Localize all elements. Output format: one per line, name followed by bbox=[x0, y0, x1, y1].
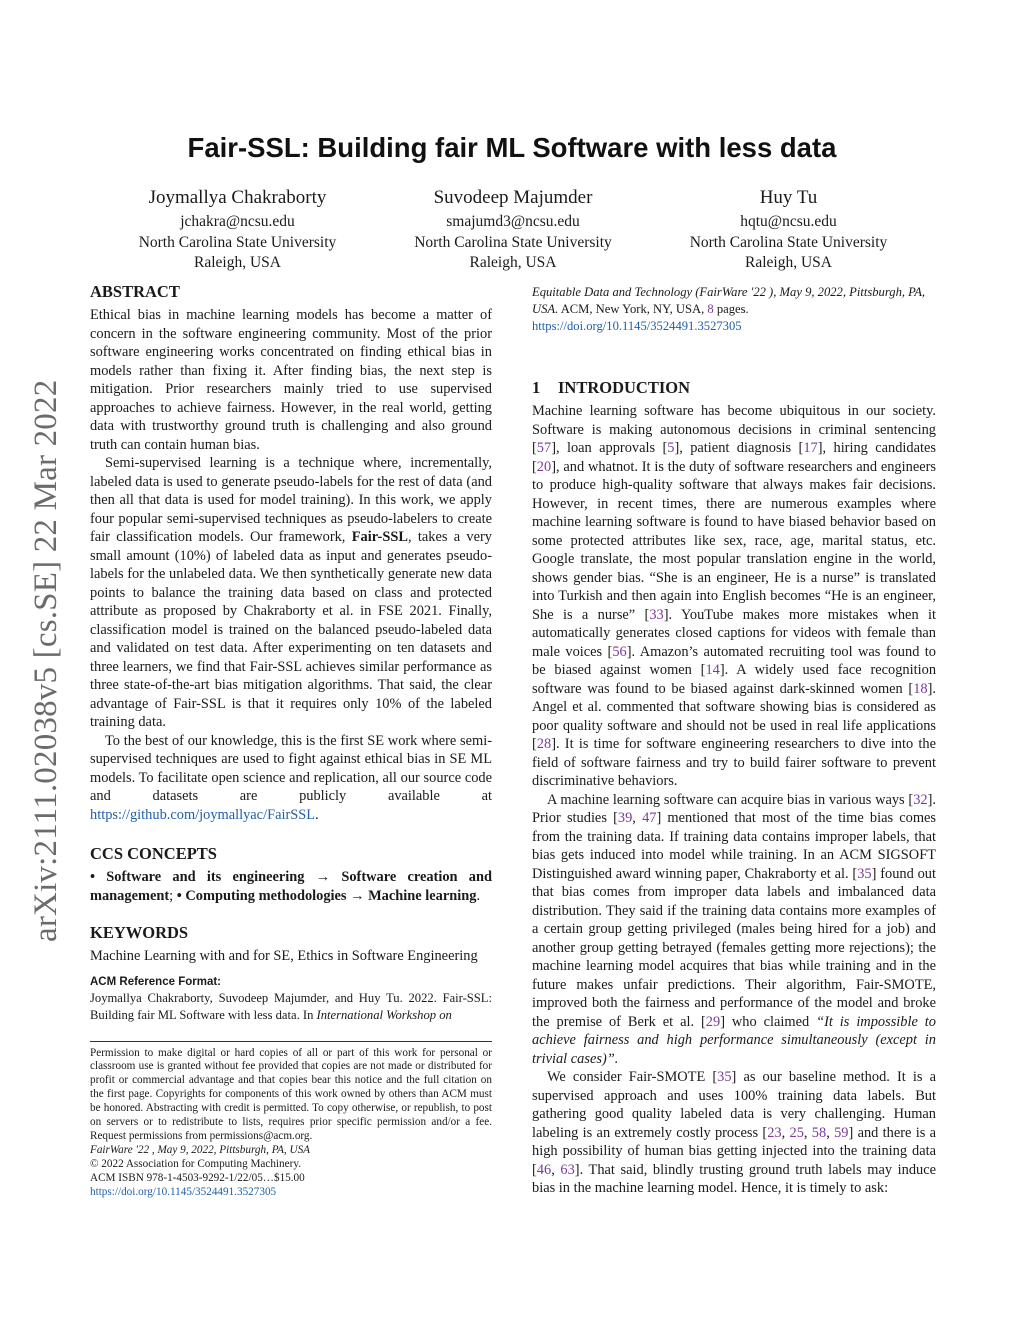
intro-heading bbox=[532, 378, 936, 398]
intro-paragraph-1 bbox=[532, 402, 936, 791]
permission-notice: Permission to make digital or hard copies of all or part of this work for personal or classroom use is granted without fee provided that copies are not made or distributed for profit or commercial advantage and that copies bear this notice and the full citation on the first page. Copyrights for components of this work owned by others than ACM must be honored. Abstracting with credit is permitted. To copy otherwise, or republish, to post on servers or to redistribute to lists, requires prior specific permission and/or a fee. Request permissions from permissions@acm.org. bbox=[90, 1046, 492, 1142]
copyright-block bbox=[90, 1047, 492, 1200]
intro-text: ], hiring candidates [ bbox=[532, 440, 936, 475]
acm-reference-venue-start: International Workshop on bbox=[316, 1007, 452, 1022]
author-name: Huy Tu bbox=[759, 187, 818, 208]
citation-link[interactable]: 33 bbox=[649, 606, 664, 623]
paper-title: Fair-SSL: Building fair ML Software with less data bbox=[187, 132, 837, 163]
abstract-text: To the best of our knowledge, this is the first SE work where semi-supervised techniques are used to fight against ethical bias in SE ML models. To facilitate open science and replication, all our source code and datasets are publicly available at bbox=[90, 732, 492, 804]
acm-reference-publisher: ACM, New York, NY, USA, bbox=[558, 302, 708, 316]
author-affiliation: North Carolina State University bbox=[689, 233, 888, 251]
author-affiliation: North Carolina State University bbox=[138, 233, 337, 251]
acm-reference-continued bbox=[532, 284, 936, 335]
author-affiliation: North Carolina State University bbox=[414, 233, 612, 251]
intro-text: ]. Amazon’s automated recruiting tool was found to be biased against women [ bbox=[532, 643, 937, 678]
author-email: smajumd3@ncsu.edu bbox=[446, 213, 580, 230]
abstract-paragraph-1: Ethical bias in machine learning models has become a matter of concern in the software engineering community. Most of the prior software engineering works concentrated on finding ethical bias in models rather than fixing it. After finding bias, the next step is mitigation. Prior researchers mainly tried to use supervised approaches to achieve fairness. However, in the real world, getting data with trustworthy ground truth is challenging and also ground truth can contain human bias. bbox=[90, 307, 492, 453]
author-block bbox=[100, 186, 926, 274]
citation-link[interactable]: 47 bbox=[642, 810, 657, 826]
citation-link[interactable]: 14 bbox=[705, 662, 720, 678]
keywords-text: Machine Learning with and for SE, Ethics in Software Engineering bbox=[90, 948, 478, 964]
author-location: Raleigh, USA bbox=[194, 254, 281, 271]
acm-reference-citation: Joymallya Chakraborty, Suvodeep Majumder, and Huy Tu. 2022. Fair-SSL: Building fair ML Software with less data. In bbox=[90, 990, 492, 1022]
conference-line bbox=[90, 1144, 492, 1158]
citation-link[interactable]: 39 bbox=[617, 810, 633, 826]
intro-text: ] mentioned that most of the time bias comes from the training data. If training data contains improper labels, that bias gets induced into model while training. In an ACM SIGSOFT Distinguished award winning paper, Chakraborty et al. [ bbox=[532, 810, 936, 882]
intro-text: ] who claimed bbox=[720, 1013, 817, 1030]
github-link[interactable]: https://github.com/joymallyac/FairSSL bbox=[90, 806, 316, 823]
intro-text: Machine learning software has become ubiquitous in our society. Software is making autonomous decisions in criminal sentencing [ bbox=[532, 403, 936, 456]
intro-text: ]. A widely used face recognition software was found to be biased against dark-skinned women [ bbox=[532, 662, 937, 697]
author-name: Suvodeep Majumder bbox=[433, 187, 593, 208]
author-1 bbox=[100, 186, 375, 274]
author-location: Raleigh, USA bbox=[469, 254, 557, 271]
author-name: Joymallya Chakraborty bbox=[148, 187, 327, 208]
left-column bbox=[90, 282, 492, 1199]
acm-doi-link[interactable]: https://doi.org/10.1145/3524491.3527305 bbox=[532, 319, 742, 333]
ccs-item: Software and its engineering → Software creation and management bbox=[90, 869, 492, 904]
section-number: 1 bbox=[532, 378, 541, 397]
keywords-heading: KEYWORDS bbox=[90, 923, 189, 942]
ccs-separator: ; bbox=[169, 887, 177, 904]
abstract-text: , takes a very small amount (10%) of labeled data as input and generates pseudo-labels for the unlabeled data. We then synthetically generate new data points to balance the training data based on class and protected attribute as proposed by Chakraborty et al. in FSE 2021. Finally, classification model is trained on the balanced pseudo-labeled data and validated on test data. After experimenting on ten datasets and three learners, we find that Fair-SSL achieves similar performance as three state-of-the-art bias mitigation algorithms. That said, the clear advantage of Fair-SSL is that it requires only 10% of the labeled training data. bbox=[90, 529, 493, 730]
citation-link[interactable]: 29 bbox=[705, 1013, 721, 1030]
right-column bbox=[532, 284, 936, 1198]
doi-link[interactable]: https://doi.org/10.1145/3524491.3527305 bbox=[90, 1185, 277, 1198]
acm-reference-text bbox=[90, 990, 492, 1024]
citation-link[interactable]: 57 bbox=[536, 440, 552, 456]
framework-name: Fair-SSL bbox=[351, 529, 408, 545]
citation-link[interactable]: 25 bbox=[789, 1124, 804, 1141]
ccs-bullet: • bbox=[176, 887, 182, 904]
acm-reference-venue: Equitable Data and Technology (FairWare '22 ), May 9, 2022, Pittsburgh, PA, USA. bbox=[532, 285, 926, 316]
intro-paragraph-3 bbox=[532, 1068, 936, 1198]
section-title: INTRODUCTION bbox=[558, 378, 691, 397]
abstract-paragraph-3 bbox=[90, 732, 492, 825]
citation-link[interactable]: 28 bbox=[536, 736, 552, 752]
citation-link[interactable]: 20 bbox=[536, 458, 552, 475]
author-2 bbox=[376, 186, 651, 274]
isbn-line: ACM ISBN 978-1-4503-9292-1/22/05…$15.00 bbox=[90, 1171, 305, 1184]
arxiv-identifier: arXiv:2111.02038v5 [cs.SE] 22 Mar 2022 bbox=[28, 379, 64, 942]
abstract-heading: ABSTRACT bbox=[90, 282, 180, 301]
abstract-paragraph-2 bbox=[90, 454, 492, 732]
berk-quote: “It is impossible to achieve fairness and high performance simultaneously (except in trivial cases)”. bbox=[532, 1013, 936, 1067]
intro-text: , bbox=[781, 1124, 790, 1141]
intro-text: , bbox=[632, 810, 643, 826]
citation-link[interactable]: 35 bbox=[717, 1069, 732, 1085]
intro-text: , bbox=[803, 1124, 812, 1141]
intro-text: ]. YouTube makes more mistakes when it automatically generates closed captions for videos with female than male voices [ bbox=[532, 606, 936, 660]
ccs-heading: CCS CONCEPTS bbox=[90, 844, 217, 863]
intro-text: ], and whatnot. It is the duty of software researchers and engineers to produce high-quality software that always makes fair decisions. However, in recent times, there are numerous examples where machine learning software is found to have biased behavior based on some protected attributes like sex, race, age, marital status, etc. Google translate, the most popular translation engine in the world, shows gender bias. “She is an engineer, He is a nurse” is translated into Turkish and then again into English becomes “He is an engineer, She is a nurse” [ bbox=[532, 458, 936, 623]
page-count-link[interactable]: 8 bbox=[707, 302, 714, 316]
ccs-concepts bbox=[90, 868, 492, 905]
author-email: jchakra@ncsu.edu bbox=[180, 213, 295, 230]
citation-link[interactable]: 5 bbox=[667, 440, 675, 456]
citation-link[interactable]: 35 bbox=[857, 865, 872, 882]
ccs-bullet: • bbox=[90, 869, 96, 885]
author-location: Raleigh, USA bbox=[745, 254, 832, 271]
intro-text: ], patient diagnosis [ bbox=[674, 440, 804, 456]
ccs-item: Computing methodologies → Machine learning bbox=[185, 887, 477, 904]
citation-link[interactable]: 63 bbox=[560, 1161, 575, 1178]
intro-text: ] found out that bias comes from improper data labels and imbalanced data distribution. They said if the training data contains more examples of a certain group getting privileged (males being hired for a job) and another group getting betrayed (females getting more rejections); the machine learning model acquires that bias while training and in the future makes unfair predictions. Their algorithm, Fair-SMOTE, improved both the fairness and performance of the model and broke the premise of Berk et al. [ bbox=[532, 865, 937, 1030]
citation-link[interactable]: 23 bbox=[767, 1124, 782, 1141]
abstract-text: Semi-supervised learning is a technique where, incrementally, labeled data is used to generate pseudo-labels for the rest of data (and then all that data is used for model training). In this work, we apply four popular semi-supervised techniques as pseudo-labelers to create fair classification models. Our framework, bbox=[90, 455, 492, 545]
intro-text: We consider Fair-SMOTE [ bbox=[547, 1069, 718, 1085]
period: . bbox=[315, 806, 319, 823]
ccs-end: . bbox=[476, 887, 481, 904]
intro-text: ] as our baseline method. It is a supervised approach and uses 100% training data labels. But gathering good quality labeled data is very challenging. Human labeling is an extremely costly process [ bbox=[532, 1069, 936, 1141]
acm-reference-heading: ACM Reference Format: bbox=[90, 975, 221, 988]
citation-link[interactable]: 46 bbox=[536, 1161, 552, 1178]
conference-text: FairWare '22 , May 9, 2022, Pittsburgh, PA, USA bbox=[90, 1143, 311, 1156]
intro-text: ]. Prior studies [ bbox=[532, 791, 936, 826]
intro-text: , bbox=[826, 1124, 835, 1141]
intro-text: ], loan approvals [ bbox=[551, 440, 668, 456]
citation-link[interactable]: 59 bbox=[834, 1124, 849, 1141]
intro-text: ]. It is time for software engineering researchers to dive into the field of software fairness and try to build fairer software to prevent discriminative behaviors. bbox=[532, 736, 936, 789]
author-3 bbox=[651, 186, 926, 274]
pages-suffix: pages. bbox=[713, 302, 749, 316]
citation-link[interactable]: 17 bbox=[803, 440, 818, 456]
intro-text: ] and there is a high possibility of human bias getting injected into the training data [ bbox=[532, 1124, 936, 1178]
author-email: hqtu@ncsu.edu bbox=[740, 213, 837, 230]
intro-text: A machine learning software can acquire bias in various ways [ bbox=[547, 791, 914, 808]
intro-text: , bbox=[551, 1161, 561, 1178]
intro-text: ]. Angel et al. commented that software showing bias is considered as poor quality software and should not be used in real life applications [ bbox=[532, 680, 936, 752]
citation-link[interactable]: 32 bbox=[913, 791, 928, 808]
citation-link[interactable]: 18 bbox=[913, 680, 928, 697]
intro-text: ]. That said, blindly trusting ground truth labels may induce bias in the machine learning model. Hence, it is timely to ask: bbox=[532, 1161, 936, 1196]
intro-paragraph-2 bbox=[532, 791, 936, 1069]
citation-link[interactable]: 58 bbox=[811, 1124, 827, 1141]
citation-link[interactable]: 56 bbox=[612, 643, 627, 660]
copyright-line: © 2022 Association for Computing Machinery. bbox=[90, 1157, 301, 1170]
